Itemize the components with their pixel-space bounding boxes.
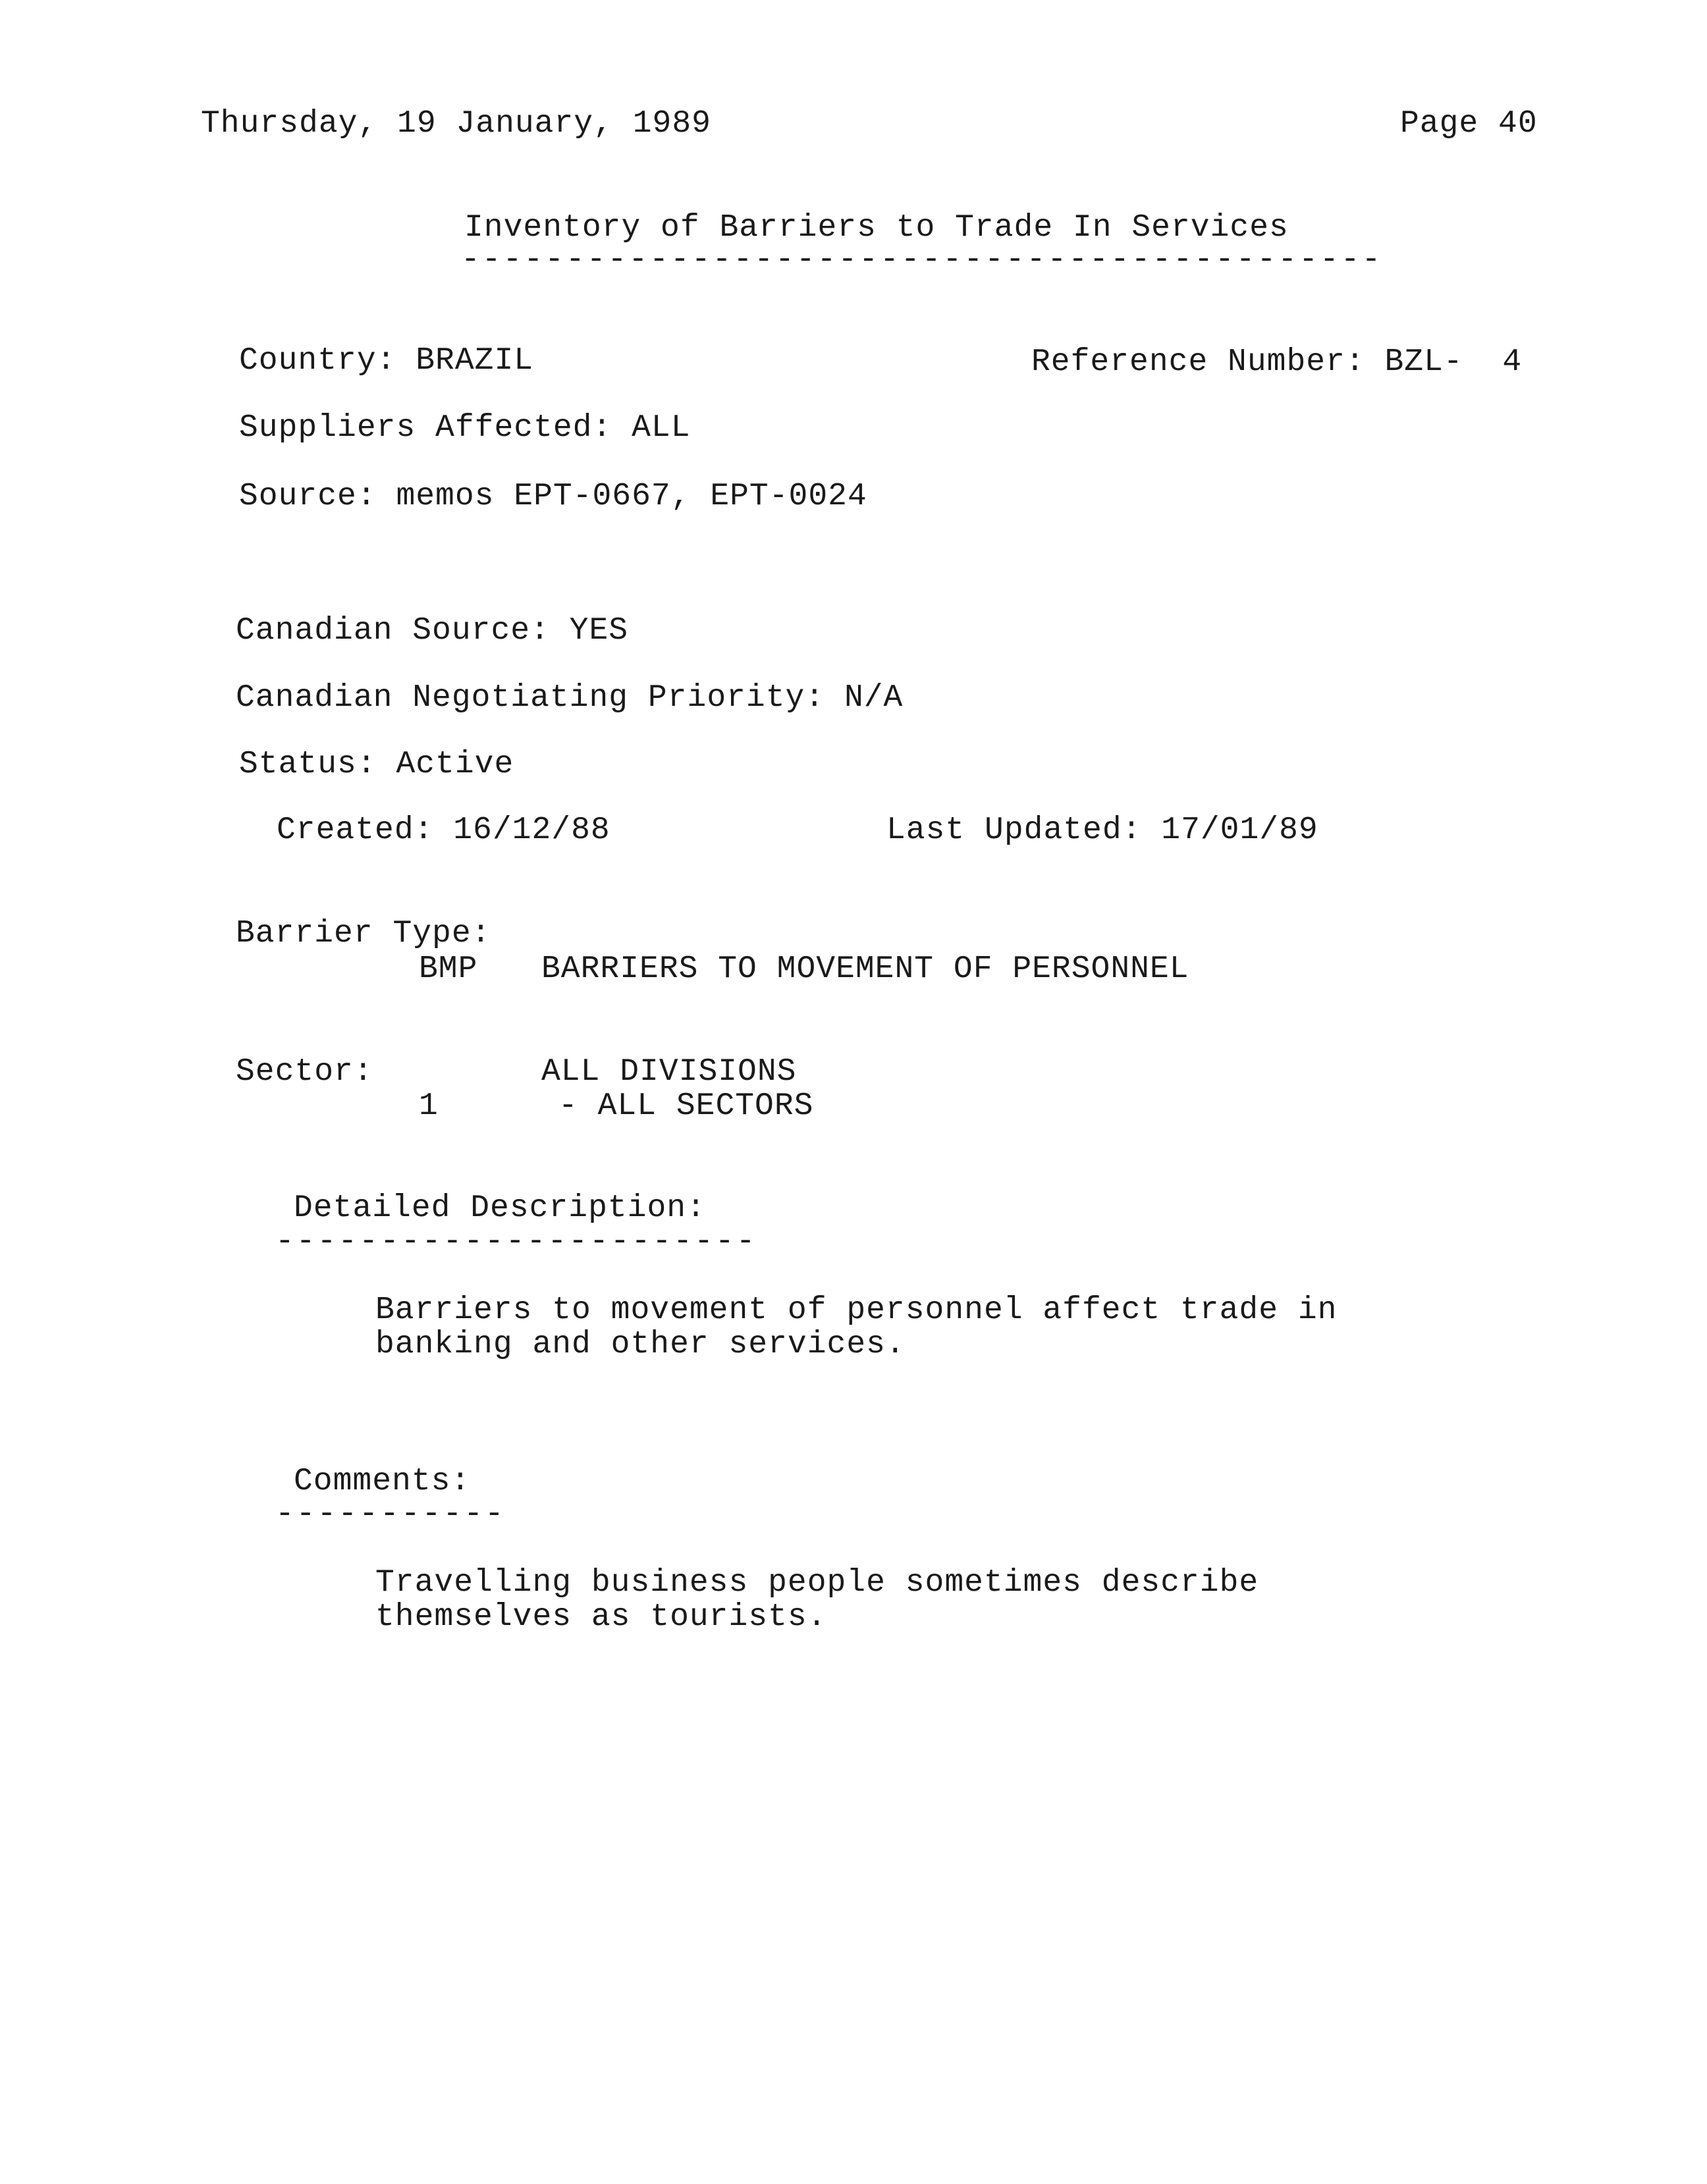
- sector-label: Sector:: [236, 1054, 373, 1090]
- reference-number-field: Reference Number: BZL- 4: [1031, 344, 1523, 380]
- detailed-description-line-2: banking and other services.: [375, 1327, 906, 1362]
- page-number: Page 40: [1400, 106, 1538, 142]
- comments-line-1: Travelling business people sometimes describe: [375, 1565, 1259, 1601]
- page-title: Inventory of Barriers to Trade In Services: [464, 210, 1289, 246]
- detailed-description-underline: -----------------------: [275, 1224, 757, 1260]
- sector-name: - ALL SECTORS: [558, 1088, 814, 1124]
- detailed-description-line-1: Barriers to movement of personnel affect trade in: [375, 1292, 1338, 1328]
- created-date-field: Created: 16/12/88: [277, 812, 610, 848]
- suppliers-affected-field: Suppliers Affected: ALL: [239, 410, 691, 446]
- comments-line-2: themselves as tourists.: [375, 1599, 827, 1635]
- report-date: Thursday, 19 January, 1989: [201, 106, 711, 142]
- barrier-type-label: Barrier Type:: [236, 916, 491, 951]
- source-field: Source: memos EPT-0667, EPT-0024: [239, 479, 867, 514]
- last-updated-field: Last Updated: 17/01/89: [886, 812, 1318, 848]
- comments-heading: Comments:: [294, 1464, 471, 1499]
- sector-division: ALL DIVISIONS: [541, 1054, 797, 1090]
- detailed-description-heading: Detailed Description:: [294, 1190, 706, 1226]
- country-field: Country: BRAZIL: [239, 343, 534, 379]
- barrier-type-code: BMP: [419, 951, 478, 987]
- canadian-source-field: Canadian Source: YES: [236, 613, 629, 649]
- sector-number: 1: [419, 1088, 439, 1124]
- barrier-type-description: BARRIERS TO MOVEMENT OF PERSONNEL: [541, 951, 1189, 987]
- title-underline: --------------------------------------------: [461, 242, 1383, 278]
- comments-underline: -----------: [275, 1497, 506, 1532]
- status-field: Status: Active: [239, 747, 514, 782]
- negotiating-priority-field: Canadian Negotiating Priority: N/A: [236, 680, 904, 716]
